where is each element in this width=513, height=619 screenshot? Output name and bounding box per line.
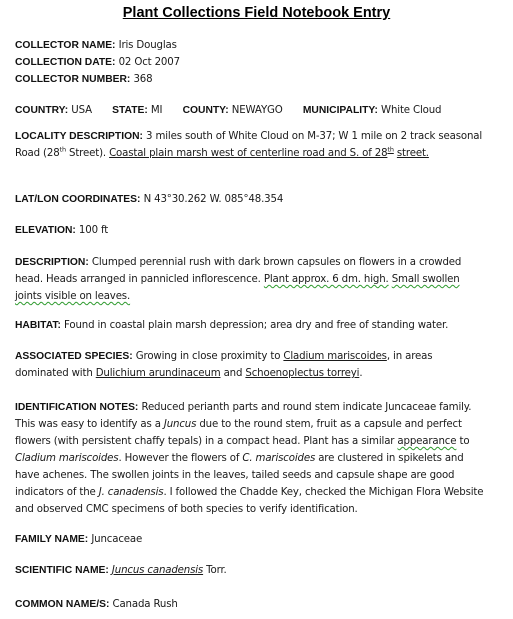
- locality-sup-c: th: [387, 145, 394, 154]
- associated-text-a: Growing in close proximity to: [135, 351, 281, 362]
- identification-p1: Reduced perianth parts and round stem indicate Juncaceae family. This was easy to identify as a: [15, 402, 472, 430]
- identification-p5: are clustered in spikelets and have achenes. The swollen joints in the leaves, tailed seeds and capsule shape are good indicators of the: [15, 453, 464, 498]
- common-name-label: COMMON NAME/S:: [15, 599, 110, 610]
- identification-species-3: J. canadensis: [98, 487, 164, 498]
- scientific-name-row: [15, 562, 487, 579]
- scientific-name-value: Juncus canadensis: [111, 565, 204, 576]
- description-text-b: Plant approx. 6 dm. high.: [263, 274, 389, 285]
- collector-number-label: COLLECTOR NUMBER:: [15, 74, 131, 85]
- description-text-a: Clumped perennial rush with dark brown capsules on flowers in a crowded head. Heads arranged in pannicled inflorescence.: [15, 257, 462, 285]
- collector-name-row: [15, 37, 487, 54]
- family-value: Juncaceae: [91, 534, 143, 545]
- collector-name-value: Iris Douglas: [118, 40, 177, 51]
- associated-species-3: Schoenoplectus torreyi: [245, 368, 360, 379]
- identification-p6: . I followed the Chadde Key, checked the Michigan Flora Website and observed CMC specimens of both species to verify identification.: [15, 487, 484, 515]
- country-value: USA: [71, 105, 92, 116]
- elevation-row: [15, 222, 487, 239]
- locality-text-c: Coastal plain marsh west of centerline road and S. of 28: [109, 148, 388, 159]
- collection-date-row: [15, 54, 487, 71]
- coordinates-value: N 43°30.262 W. 085°48.354: [143, 194, 284, 205]
- identification-genus-1: Juncus: [163, 419, 197, 430]
- associated-species-label: ASSOCIATED SPECIES:: [15, 351, 133, 362]
- locality-text-b: Street).: [65, 148, 106, 159]
- habitat-row: [15, 317, 487, 334]
- associated-text-d: .: [359, 368, 363, 379]
- locality-text-a: 3 miles south of White Cloud on M-37; W 1 mile on 2 track seasonal Road (28: [15, 131, 483, 159]
- common-name-row: [15, 596, 487, 613]
- location-row: [15, 102, 487, 119]
- collector-block: [15, 37, 487, 88]
- description-text-c: Small swollen joints visible on leaves.: [15, 274, 460, 302]
- state-label: STATE:: [112, 105, 148, 116]
- identification-p3: to: [459, 436, 470, 447]
- identification-word-appearance: appearance: [397, 436, 457, 447]
- identification-p4: . However the flowers of: [118, 453, 240, 464]
- identification-p2: due to the round stem, fruit as a capsule and perfect flowers (with persistent chaffy tepals) in a compact head. Plant has a similar: [15, 419, 462, 447]
- identification-species-1: Cladium mariscoides: [15, 453, 119, 464]
- elevation-label: ELEVATION:: [15, 225, 76, 236]
- collector-number-row: [15, 71, 487, 88]
- collector-name-label: COLLECTOR NAME:: [15, 40, 116, 51]
- common-name-value: Canada Rush: [112, 599, 178, 610]
- associated-species-block: [15, 348, 487, 382]
- locality-label: LOCALITY DESCRIPTION:: [15, 131, 143, 142]
- collection-date-label: COLLECTION DATE:: [15, 57, 116, 68]
- associated-text-b: , in areas dominated with: [15, 351, 433, 379]
- family-row: [15, 531, 487, 548]
- collector-number-value: 368: [133, 74, 153, 85]
- identification-notes-block: [15, 399, 487, 518]
- scientific-name-label: SCIENTIFIC NAME:: [15, 565, 109, 576]
- county-label: COUNTY:: [182, 105, 229, 116]
- description-label: DESCRIPTION:: [15, 257, 89, 268]
- family-label: FAMILY NAME:: [15, 534, 89, 545]
- associated-species-2: Dulichium arundinaceum: [95, 368, 221, 379]
- municipality-value: White Cloud: [381, 105, 442, 116]
- scientific-name-author: Torr.: [206, 565, 227, 576]
- state-value: MI: [150, 105, 163, 116]
- locality-text-d: street.: [396, 148, 429, 159]
- country-label: COUNTRY:: [15, 105, 69, 116]
- elevation-value: 100 ft: [78, 225, 109, 236]
- coordinates-label: LAT/LON COORDINATES:: [15, 194, 141, 205]
- associated-species-1: Cladium mariscoides: [283, 351, 387, 362]
- coordinates-row: [15, 191, 487, 208]
- habitat-label: HABITAT:: [15, 320, 61, 331]
- page-title: Plant Collections Field Notebook Entry: [122, 5, 391, 21]
- collection-date-value: 02 Oct 2007: [118, 57, 180, 68]
- associated-text-c: and: [223, 368, 243, 379]
- locality-block: [15, 128, 487, 162]
- municipality-label: MUNICIPALITY:: [302, 105, 378, 116]
- habitat-value: Found in coastal plain marsh depression; area dry and free of standing water.: [64, 320, 449, 331]
- identification-label: IDENTIFICATION NOTES:: [15, 402, 139, 413]
- locality-sup-a: th: [59, 145, 66, 154]
- description-block: [15, 254, 487, 305]
- identification-species-2: C. mariscoides: [242, 453, 316, 464]
- county-value: NEWAYGO: [231, 105, 283, 116]
